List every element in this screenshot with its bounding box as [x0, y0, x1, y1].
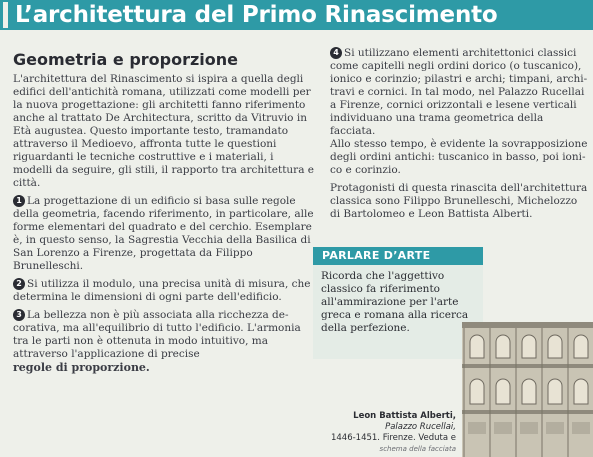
left-column [13, 73, 316, 374]
section-title: Geometria e proporzione [13, 50, 239, 69]
point-2-text: Si utilizza il modulo, una precisa unità di misura, che determina le dimensioni di ogni parte dell'edificio. [13, 278, 311, 303]
page-header [0, 0, 593, 30]
caption-work: Palazzo Rucellai, [385, 422, 456, 432]
box-text: Ricorda che l'aggettivo classico fa riferimento all'ammirazione per l'arte greca e romana alla ricerca della perfezione. [321, 270, 469, 334]
caption-info: 1446-1451. Firenze. Veduta e [330, 433, 456, 443]
palazzo-rucellai-facade-image [462, 322, 593, 457]
number-badge: 2 [13, 278, 25, 290]
point-3-text: La bellezza non è più associata alla ricchezza decorativa, ma all'equilibrio di tutto l'edificio. L'armonia tra le parti non è ottenuta in modo intuitivo, ma attraverso l'applicazione di precise [13, 309, 301, 360]
parlare-darte-box [313, 247, 483, 359]
point-4 [330, 47, 588, 138]
point-1 [13, 195, 316, 273]
point-1-text: La progettazione di un edificio si basa sulle regole della geometria, facendo riferimento, in particolare, alle forme elementari del quadrato e del cerchio. Esemplare è, in questo senso, la Sagrestia Vecchia della Basilica di San Lorenzo a Firenze, progettata da Filippo Brunelleschi. [13, 195, 314, 272]
point-3 [13, 309, 303, 361]
closing-line: regole di proporzione. [13, 361, 150, 374]
caption-author: Leon Battista Alberti, [353, 411, 456, 421]
point-2 [13, 278, 316, 304]
page-title: L’architettura del Primo Rinascimento [15, 2, 498, 28]
right-column [330, 47, 588, 221]
image-caption [316, 411, 456, 455]
number-badge: 3 [13, 309, 25, 321]
intro-paragraph: L'architettura del Rinascimento si ispira a quella degli edifici dell'antichità romana, utilizzati come modelli per la nuova progettazione: gli architetti fanno riferimento anche al trattato De Architectura, scritto da Vitruvio in Età augustea. Questo importante testo, tramandato attraverso il Medioevo, affronta tutte le questioni riguardanti le tecniche costruttive e i materiali, i modelli da seguire, gli stili, il rapporto tra architettura e città. [13, 73, 315, 189]
point-4-text: Si utilizzano elementi architettonici classici come capitelli negli ordini dorico (o tuscanico), ionico e corinzio; pilastri e archi; timpani, architravi e cornici. In tal modo, nel Palazzo Rucellai a Firenze, cornici orizzontali e lesene verticali individuano una trama geometrica della facciata. [330, 47, 588, 137]
number-badge: 1 [13, 195, 25, 207]
box-title: PARLARE D’ARTE [313, 247, 483, 265]
number-badge: 4 [330, 47, 342, 59]
caption-continued: schema della facciata [379, 445, 456, 453]
header-accent-bar [3, 2, 8, 28]
orders-paragraph: Allo stesso tempo, è evidente la sovrapposizione degli ordini antichi: tuscanico in basso, poi ionico e corinzio. [330, 138, 588, 176]
protagonists-paragraph: Protagonisti di questa rinascita dell'architettura classica sono Filippo Brunelleschi, Michelozzo di Bartolomeo e Leon Battista Alberti. [330, 182, 588, 220]
